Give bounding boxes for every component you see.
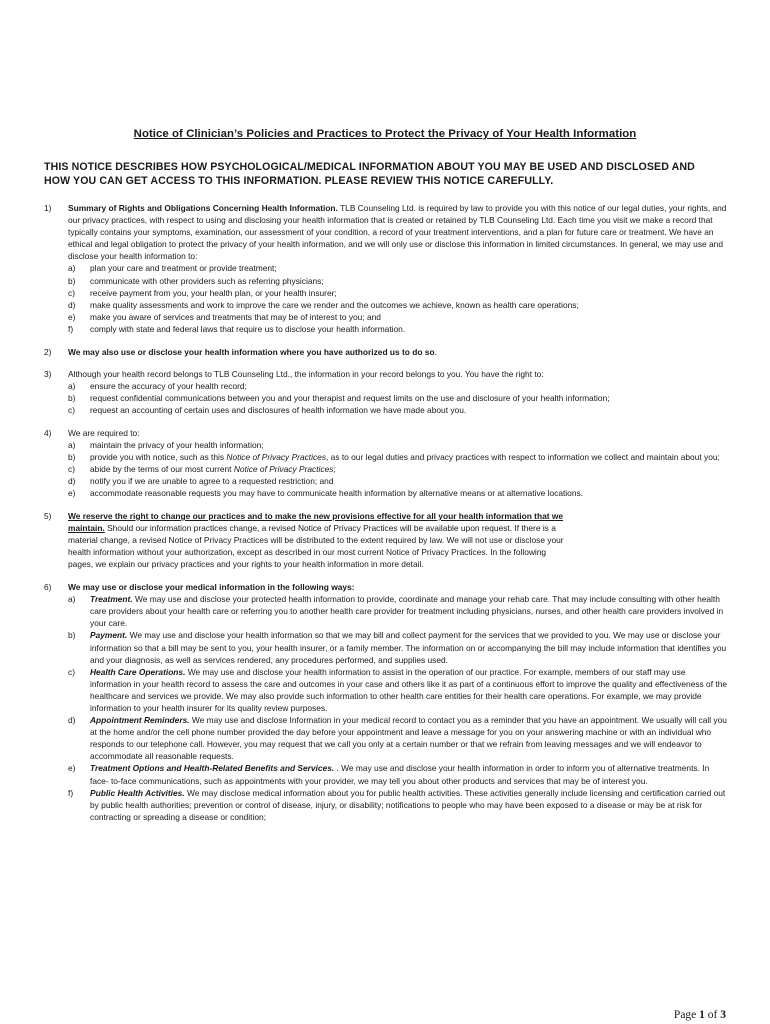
item-text: request confidential communications between you and your therapist and request limits on the use and disclosure of your health information; <box>90 393 610 404</box>
item-letter: a) <box>68 594 76 605</box>
item-letter: c) <box>68 464 75 475</box>
section-number: 3) <box>44 369 52 380</box>
section-number: 2) <box>44 346 52 357</box>
item-letter: b) <box>68 393 76 404</box>
list-item <box>68 787 728 823</box>
list-item <box>68 287 728 299</box>
section-3 <box>44 368 728 416</box>
list-item <box>68 475 728 487</box>
section-6 <box>44 581 728 823</box>
item-letter: c) <box>68 666 75 677</box>
list-item <box>68 762 728 786</box>
item-text-italic: Notice of Privacy Practices <box>226 452 327 463</box>
item-label: Health Care Operations. <box>90 666 186 677</box>
list-item <box>68 487 728 499</box>
item-text: We may use and disclose Information in your medical record to contact you as a reminder that you have an appointment. We usually will call you at the home and/or the cell phone number provided the day before your appointment and leave a message for you on your answering machine or with an individual who responds to our telephone call. However, you may request that we call you only at a certain number or that we refrain from leaving messages and we will endeavor to accommodate all reasonable requests. <box>90 715 727 762</box>
item-letter: e) <box>68 763 76 774</box>
item-letter: b) <box>68 630 76 641</box>
item-text-post: ; <box>333 464 336 475</box>
section-2-paragraph <box>68 346 728 358</box>
item-label: Payment. <box>90 630 128 641</box>
section-1 <box>44 202 728 335</box>
page-total: 3 <box>720 1009 726 1021</box>
item-label: Treatment Options and Health-Related Benefits and Services. <box>90 763 335 774</box>
item-text-pre: provide you with notice, such as this <box>90 452 227 463</box>
item-text: make you aware of services and treatments that may be of interest to you; and <box>90 311 381 322</box>
list-item <box>68 392 728 404</box>
item-text: plan your care and treatment or provide treatment; <box>90 263 277 274</box>
item-text: make quality assessments and work to improve the care we render and the outcomes we achieve, known as health care operations; <box>90 299 579 310</box>
list-item <box>68 323 728 335</box>
item-letter: a) <box>68 263 76 274</box>
list-item <box>68 404 728 416</box>
notice-banner: THIS NOTICE DESCRIBES HOW PSYCHOLOGICAL/MEDICAL INFORMATION ABOUT YOU MAY BE USED AND DISCLOSED AND HOW YOU CAN GET ACCESS TO THIS INFORMATION. PLEASE REVIEW THIS NOTICE CAREFULLY. <box>44 161 695 187</box>
list-item <box>68 311 728 323</box>
list-item <box>68 593 728 629</box>
page-label: Page <box>673 1009 700 1021</box>
list-item <box>68 439 728 451</box>
sections <box>44 202 728 833</box>
list-item <box>68 299 728 311</box>
section-4-intro: We are required to: <box>68 428 140 438</box>
item-letter: f) <box>68 787 74 798</box>
item-letter: d) <box>68 715 76 726</box>
item-letter: e) <box>68 311 76 322</box>
item-letter: f) <box>68 323 74 334</box>
item-text: We may use and disclose your health information so that we may bill and collect payment for the services that we provided to you. We may use or disclose your information so that a bill may be sent to you, your health insurer, or a family member. The information on or accompanying the bill may include information that identifies you and your diagnosis, as well as services rendered, any procedures performed, and supplies used. <box>90 630 727 665</box>
item-letter: c) <box>68 287 75 298</box>
list-item <box>68 666 728 714</box>
item-text-post: , as to our legal duties and privacy practices with respect to information we collect and maintain about you; <box>326 452 720 463</box>
section-5 <box>44 510 568 570</box>
item-text: We may use and disclose your health information to assist in the operation of our practice. For example, members of our staff may use information in your health record to assess the care and outcomes in your case and others like it as part of a continuous effort to improve the quality and effectiveness of the healthcare and services we provide. We may also provide such information to other health care entities for their health care operations. For example, we may provide information to your health insurer for its quality review purposes. <box>90 666 728 713</box>
item-letter: a) <box>68 381 76 392</box>
list-item <box>68 380 728 392</box>
list-item <box>68 463 728 475</box>
section-2 <box>44 346 728 358</box>
item-letter: a) <box>68 440 76 451</box>
section-5-heading: We reserve the right to change our practices and to make the new provisions effective for all your health information that we maintain. <box>68 511 564 534</box>
of-label: of <box>704 1009 721 1021</box>
section-number: 6) <box>44 582 52 593</box>
section-3-intro: Although your health record belongs to TLB Counseling Ltd., the information in your record belongs to you. You have the right to: <box>68 369 544 380</box>
document-title: Notice of Clinician’s Policies and Practices to Protect the Privacy of Your Health Information <box>133 128 637 140</box>
item-text: receive payment from you, your health plan, or your health insurer; <box>90 287 337 298</box>
section-2-end: . <box>434 346 437 357</box>
section-1-heading: Summary of Rights and Obligations Concerning Health Information. <box>68 203 338 213</box>
item-letter: e) <box>68 488 76 499</box>
item-letter: d) <box>68 299 76 310</box>
item-text: communicate with other providers such as referring physicians; <box>90 275 324 286</box>
item-text: accommodate reasonable requests you may have to communicate health information by alternative means or at alternative locations. <box>90 488 583 499</box>
item-text: comply with state and federal laws that require us to disclose your health information. <box>90 323 406 334</box>
item-text: maintain the privacy of your health information; <box>90 440 264 451</box>
item-label: Treatment. <box>90 594 133 605</box>
section-1-body: TLB Counseling Ltd. is required by law to provide you with this notice of our legal duties, your rights, and our privacy practices, with respect to using and disclosing your health information that is created or retained by TLB Counseling Ltd. Each time you visit we make a record that typically contains your symptoms, examination, our assessment of your condition, a record of your treatment interventions, and a plan for future care or treatment. We have an ethical and legal obligation to protect the privacy of your health information, and we will only use or disclose this information in limited circumstances. In general, we may use and disclose your health information to: <box>68 203 727 262</box>
item-text: . We may use and disclose your health information in order to inform you of alternative treatments. In face- to-face communications, such as appointments with your provider, we may tell you about other products and services that may be of interest you. <box>90 763 710 786</box>
item-text: ensure the accuracy of your health record; <box>90 381 247 392</box>
item-text-pre: abide by the terms of our most current <box>90 464 234 475</box>
item-letter: b) <box>68 452 76 463</box>
list-item <box>68 451 728 463</box>
section-5-body: Should our information practices change, a revised Notice of Privacy Practices will be available upon request. If there is a material change, a revised Notice of Privacy Practices will be distributed to the extent required by law. We will not use or disclose your health information without your authorization, except as described in our most current Notice of Privacy Practices. In the following pages, we explain our privacy practices and your rights to your health information in more detail. <box>68 523 564 570</box>
page-footer <box>674 1009 726 1021</box>
item-text-italic: Notice of Privacy Practices <box>233 464 334 475</box>
item-letter: c) <box>68 405 75 416</box>
item-label: Public Health Activities. <box>90 787 185 798</box>
section-2-text: We may also use or disclose your health information where you have authorized us to do so <box>68 346 435 357</box>
section-6-heading: We may use or disclose your medical information in the following ways: <box>68 582 355 593</box>
item-text: request an accounting of certain uses and disclosures of health information we have made about you. <box>90 405 467 416</box>
section-number: 5) <box>44 511 52 522</box>
list-item <box>68 262 728 274</box>
item-letter: d) <box>68 476 76 487</box>
list-item <box>68 275 728 287</box>
page-number: 1 <box>699 1009 705 1021</box>
item-text: We may use and disclose your protected health information to provide, coordinate and manage your rehab care. That may include consulting with other health care providers about your health care or referring you to another health care provider for treatment including physicians, nurses, and other health care providers involved in your care. <box>90 594 724 629</box>
item-text: notify you if we are unable to agree to a requested restriction; and <box>90 476 334 487</box>
section-4 <box>44 427 728 500</box>
item-letter: b) <box>68 275 76 286</box>
list-item <box>68 629 728 665</box>
section-1-paragraph <box>68 202 728 262</box>
list-item <box>68 714 728 762</box>
section-5-paragraph <box>68 510 568 570</box>
item-label: Appointment Reminders. <box>90 715 190 726</box>
item-text: We may disclose medical information about you for public health activities. These activities generally include licensing and certification carried out by public health authorities; prevention or control of disease, injury, or disability; notifications to people who may have been exposed to a disease or may be at risk for contracting or spreading a disease or condition; <box>90 787 726 822</box>
section-number: 4) <box>44 428 52 438</box>
section-number: 1) <box>44 203 52 213</box>
